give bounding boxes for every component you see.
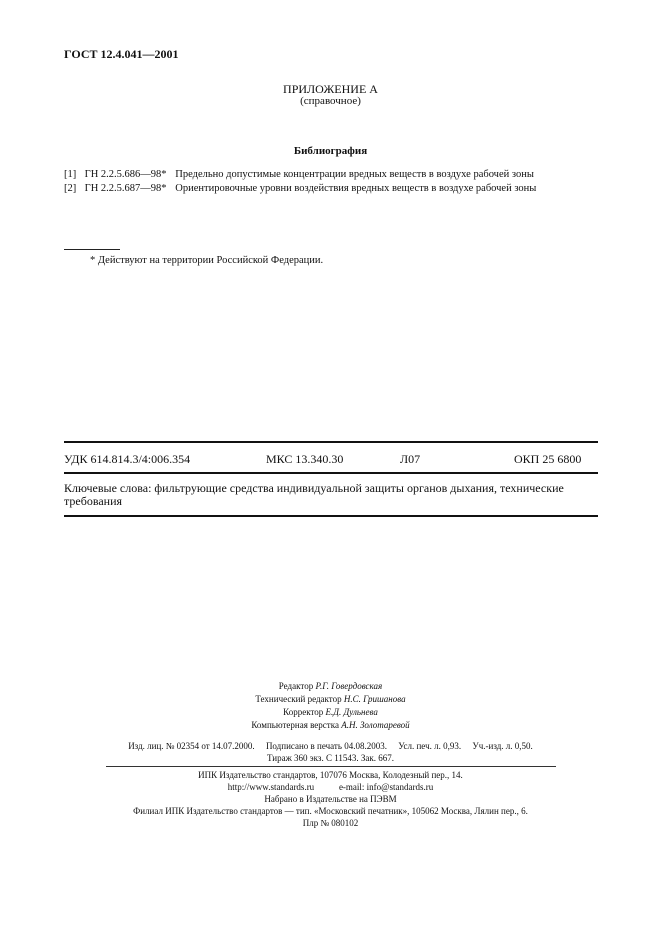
bibliography-item <box>64 183 536 194</box>
udk-code: УДК 614.814.3/4:006.354 <box>64 452 191 466</box>
imprint-layout <box>0 720 661 730</box>
bib-item-number: [2] <box>64 183 77 194</box>
publisher-address: ИПК Издательство стандартов, 107076 Москва, Колодезный пер., 14. <box>198 770 463 780</box>
keywords-bottom-rule <box>64 515 598 517</box>
publisher-branch: Филиал ИПК Издательство стандартов — тип. «Московский печатник», 105062 Москва, Лялин пер., 6. <box>133 806 528 816</box>
appendix-subtitle: (справочное) <box>300 95 361 107</box>
bib-item-code: ГН 2.2.5.687—98* <box>84 183 167 194</box>
tech-editor-name: Н.С. Гришанова <box>343 694 406 704</box>
imprint-tech-editor <box>0 694 661 704</box>
publisher-site: http://www.standards.ru <box>227 782 315 792</box>
tech-editor-label: Технический редактор <box>255 694 342 704</box>
layout-name: А.Н. Золотаревой <box>341 720 410 730</box>
bib-item-text: Предельно допустимые концентрации вредных веществ в воздухе рабочей зоны <box>175 169 534 180</box>
bibliography-heading: Библиография <box>293 145 368 157</box>
license: Изд. лиц. № 02354 от 14.07.2000. <box>128 741 255 751</box>
bibliography-item <box>64 169 534 180</box>
okp-code: ОКП 25 6800 <box>514 452 582 466</box>
keywords: Ключевые слова: фильтрующие средства индивидуальной защиты органов дыхания, технические требования <box>64 481 564 508</box>
pub-sheets: Уч.-изд. л. 0,50. <box>472 741 533 751</box>
classifier-code: Л07 <box>400 452 421 466</box>
bib-item-code: ГН 2.2.5.686—98* <box>84 169 167 180</box>
imprint-editor <box>0 681 661 691</box>
corrector-name: Е.Д. Дульнева <box>325 707 378 717</box>
bib-item-text: Ориентировочные уровни воздействия вредных веществ в воздухе рабочей зоны <box>175 183 537 194</box>
doc-code-header: ГОСТ 12.4.041—2001 <box>64 47 179 61</box>
signed-date: Подписано в печать 04.08.2003. <box>265 741 387 751</box>
editor-name: Р.Г. Говердовская <box>315 681 383 691</box>
mks-code: МКС 13.340.30 <box>266 452 344 466</box>
editor-label: Редактор <box>278 681 314 691</box>
print-sheets: Усл. печ. л. 0,93. <box>398 741 462 751</box>
imprint-corrector <box>0 707 661 717</box>
publisher-typeset: Набрано в Издательстве на ПЭВМ <box>264 794 397 804</box>
appendix-title: ПРИЛОЖЕНИЕ А <box>283 82 378 96</box>
publisher-email: e-mail: info@standards.ru <box>338 782 434 792</box>
classification-middle-rule <box>64 472 598 474</box>
imprint-print-details <box>0 741 661 751</box>
publisher-rule <box>106 766 556 767</box>
bib-item-number: [1] <box>64 169 77 180</box>
corrector-label: Корректор <box>283 707 324 717</box>
imprint-run: Тираж 360 экз. С 11543. Зак. 667. <box>266 753 395 763</box>
publisher-contacts <box>0 782 661 792</box>
footnote-rule <box>64 249 120 250</box>
publisher-plr: Плр № 080102 <box>302 818 359 828</box>
footnote: * Действуют на территории Российской Федерации. <box>90 255 324 266</box>
classification-top-rule <box>64 441 598 443</box>
layout-label: Компьютерная верстка <box>251 720 339 730</box>
